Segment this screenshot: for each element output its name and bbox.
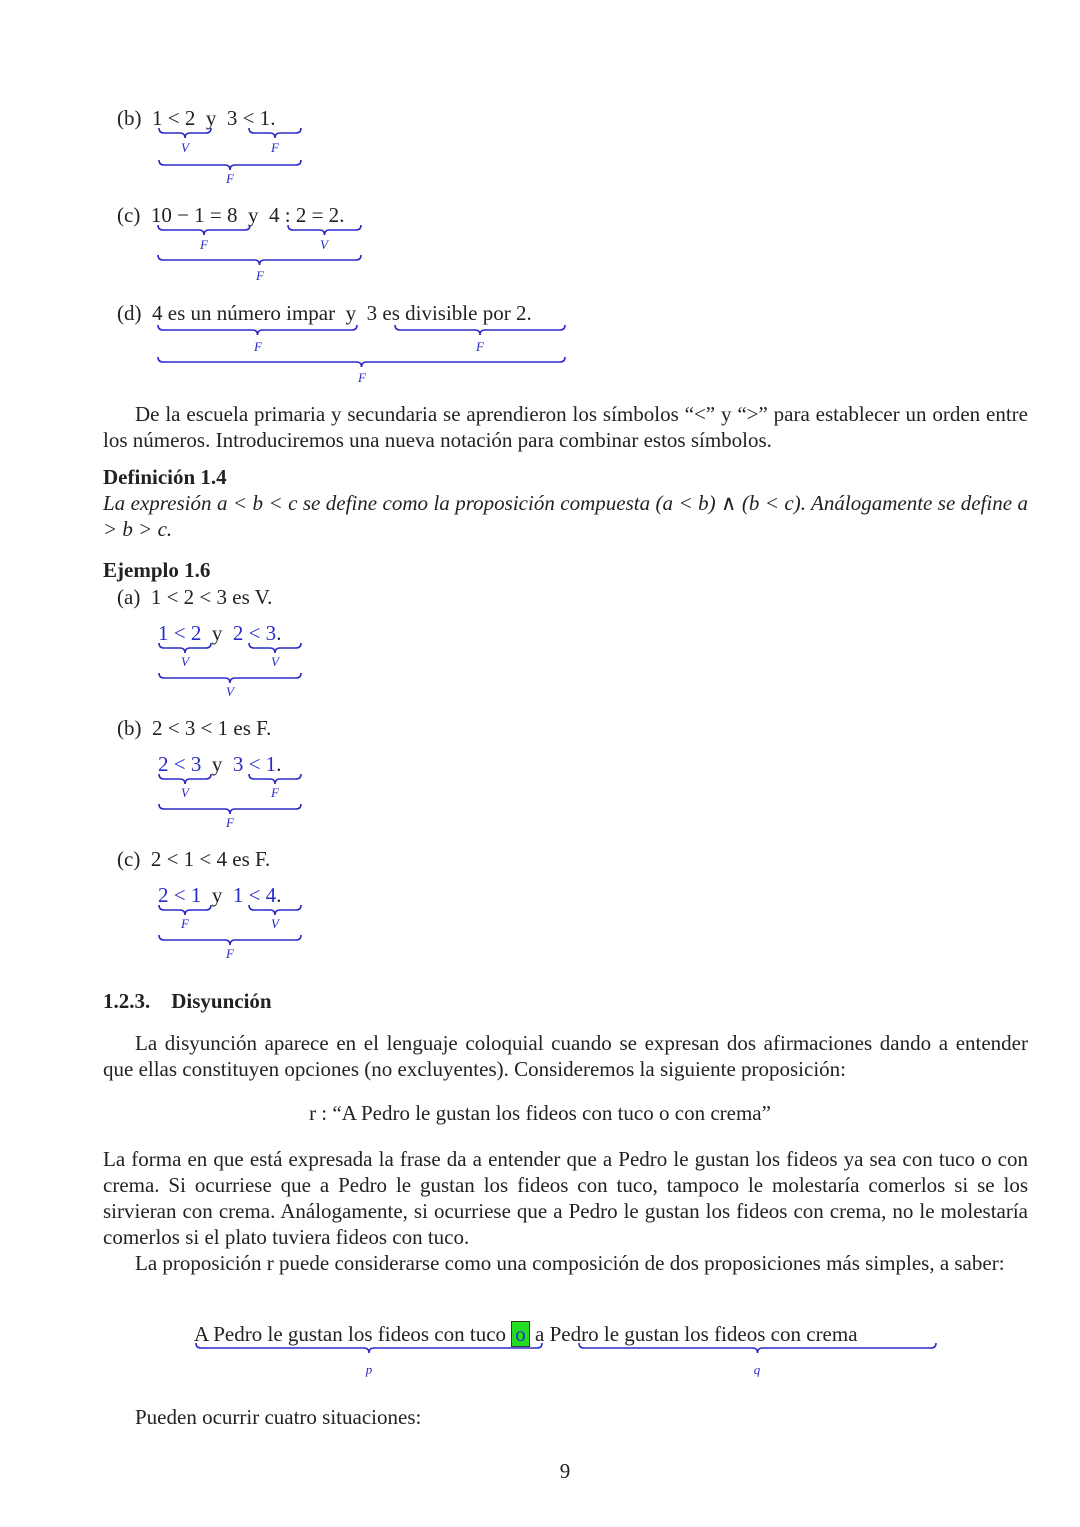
truth-label: F [226, 946, 234, 961]
proposition-r: r : “A Pedro le gustan los fideos con tuco o con crema” [309, 1101, 771, 1125]
period: . [270, 106, 276, 130]
conj: y [211, 883, 223, 907]
connective-highlight: o [511, 1321, 530, 1347]
period: . [526, 301, 532, 325]
paragraph: La proposición r puede considerarse como una composición de dos proposiciones más simples, a saber: [135, 1251, 1005, 1275]
truth-label: V [271, 654, 279, 669]
conj: y [205, 106, 217, 130]
period: . [276, 752, 282, 776]
right-expr: 2 < 3 [232, 621, 277, 645]
item-label: (c) [117, 203, 141, 227]
underbrace [157, 325, 358, 337]
variable-label: q [753, 1362, 761, 1377]
conj: y [211, 752, 223, 776]
right-expr: 1 < 4 [232, 883, 277, 907]
proposition-p: A Pedro le gustan los fideos con tuco [194, 1322, 507, 1346]
example-line [158, 621, 281, 645]
truth-label: V [181, 140, 189, 155]
underbrace [195, 1343, 543, 1355]
underbrace [578, 1343, 937, 1355]
truth-label: V [320, 237, 328, 252]
truth-label: V [181, 785, 189, 800]
left-expr: 1 < 2 [152, 106, 196, 130]
right-expr: 3 < 1 [226, 106, 271, 130]
example-title: Ejemplo 1.6 [103, 558, 211, 582]
paragraph: La disyunción aparece en el lenguaje coloquial cuando se expresan dos afirmaciones dando a entender que ellas constituyen opciones (no excluyentes). Consideremos la siguiente proposición: [103, 1031, 1028, 1081]
period: . [339, 203, 345, 227]
underbrace [157, 357, 566, 369]
example-line [117, 203, 344, 227]
example-line [117, 301, 532, 325]
truth-label: F [181, 916, 189, 931]
left-expr: 2 < 1 [158, 883, 202, 907]
truth-label: V [181, 654, 189, 669]
left-expr: 4 es un número impar [152, 301, 336, 325]
right-expr: 3 < 1 [232, 752, 277, 776]
truth-label: F [476, 339, 484, 354]
underbrace [157, 255, 362, 267]
truth-label: F [226, 815, 234, 830]
conj: y [211, 621, 223, 645]
truth-label: F [254, 339, 262, 354]
truth-label: F [271, 785, 279, 800]
example-statement [117, 847, 270, 871]
item-label: (c) [117, 847, 141, 871]
conj: y [248, 203, 259, 227]
example-line [158, 752, 281, 776]
statement: 1 < 2 < 3 es V. [150, 585, 273, 609]
underbrace [394, 325, 566, 337]
item-label: (d) [117, 301, 142, 325]
underbrace [287, 225, 362, 237]
underbrace [158, 128, 212, 140]
item-label: (b) [117, 106, 142, 130]
period: . [276, 883, 282, 907]
proposition-q: a Pedro le gustan los fideos con crema [535, 1322, 858, 1346]
example-statement [117, 716, 271, 740]
variable-label: p [365, 1362, 373, 1377]
statement: 2 < 1 < 4 es F. [150, 847, 271, 871]
right-expr: 3 es divisible por 2 [366, 301, 527, 325]
definition-title: Definición 1.4 [103, 465, 227, 489]
section-title: Disyunción [171, 989, 272, 1013]
left-expr: 10 − 1 = 8 [150, 203, 238, 227]
section-heading [103, 989, 272, 1013]
truth-label: F [226, 171, 234, 186]
truth-label: F [256, 268, 264, 283]
paragraph: Pueden ocurrir cuatro situaciones: [135, 1405, 422, 1429]
section-number: 1.2.3. [103, 989, 151, 1013]
truth-label: V [226, 684, 234, 699]
truth-label: F [358, 370, 366, 385]
underbrace [157, 225, 251, 237]
period: . [276, 621, 282, 645]
truth-label: F [271, 140, 279, 155]
example-line [117, 106, 275, 130]
page-number: 9 [559, 1459, 571, 1483]
statement: 2 < 3 < 1 es F. [152, 716, 272, 740]
item-label: (b) [117, 716, 142, 740]
intro-paragraph: De la escuela primaria y secundaria se aprendieron los símbolos “<” y “>” para establecer un orden entre los números. Introduciremos una nueva notación para combinar estos símbolos. [103, 402, 1028, 452]
conj: y [345, 301, 357, 325]
truth-label: V [271, 916, 279, 931]
truth-label: F [200, 237, 208, 252]
paragraph: La forma en que está expresada la frase da a entender que a Pedro le gustan los fideos ya sea con tuco o con crema. Si ocurriese que a Pedro le gustan los fideos con tuco, tampoco le molestaría comerlos si se los sirvieran con crema. Análogamente, si ocurriese que a Pedro le gustan los fideos con crema, no le molestaría comerlos si el plato tuviera fideos con tuco. [103, 1147, 1028, 1249]
right-expr: 4 : 2 = 2 [269, 203, 340, 227]
item-label: (a) [117, 585, 141, 609]
underbrace [248, 128, 302, 140]
example-line [158, 883, 281, 907]
left-expr: 1 < 2 [158, 621, 202, 645]
left-expr: 2 < 3 [158, 752, 202, 776]
example-statement [117, 585, 272, 609]
definition-text: La expresión a < b < c se define como la proposición compuesta (a < b) ∧ (b < c). Análogamente se define a > b > c. [103, 491, 1028, 541]
